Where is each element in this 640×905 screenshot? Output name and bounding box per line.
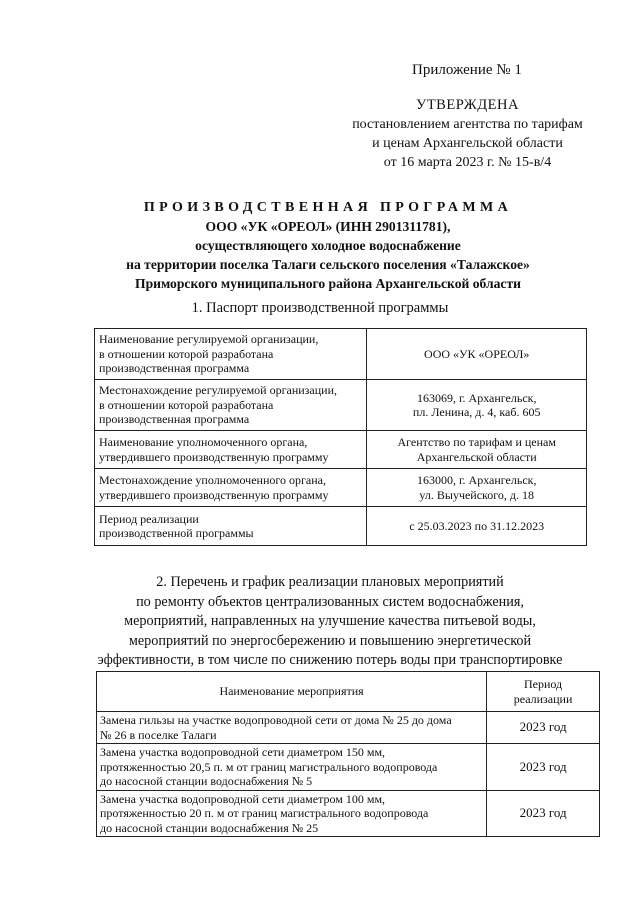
cell-line: ул. Выучейского, д. 18 [419, 487, 535, 502]
approval-line: от 16 марта 2023 г. № 15-в/4 [383, 155, 552, 170]
cell-line: Замена участка водопроводной сети диаметром 100 мм, [100, 791, 386, 806]
passport-label [95, 469, 367, 507]
measure-period: 2023 год [487, 712, 600, 744]
section2-title-line: мероприятий, направленных на улучшение качества питьевой воды, [124, 613, 536, 629]
passport-label [95, 380, 367, 431]
cell-line: пл. Ленина, д. 4, каб. 605 [412, 405, 541, 419]
cell-line: 163000, г. Архангельск, [416, 473, 537, 487]
measure-name [97, 790, 487, 837]
cell-line: Агентство по тарифам и ценам [397, 435, 556, 449]
table-row [97, 712, 600, 744]
title-line: осуществляющего холодное водоснабжение [195, 238, 461, 253]
measure-name [97, 744, 487, 791]
table-row [95, 469, 587, 507]
measure-name [97, 712, 487, 744]
passport-value [367, 469, 587, 507]
cell-line: Период [523, 677, 563, 691]
title-line: Приморского муниципального района Архангельской области [135, 276, 521, 291]
section2-title-line: по ремонту объектов централизованных систем водоснабжения, [136, 593, 524, 610]
cell-line: до насосной станции водоснабжения № 5 [100, 774, 313, 788]
cell-line: протяженностью 20,5 п. м от границ магистрального водопровода [100, 759, 438, 774]
passport-label [95, 507, 367, 546]
cell-line: утвердившего производственную программу [99, 449, 329, 464]
table-header-row [97, 672, 600, 712]
cell-line: Замена участка водопроводной сети диаметром 150 мм, [100, 745, 386, 759]
cell-line: в отношении которой разработана [99, 346, 274, 361]
title-line: ООО «УК «ОРЕОЛ» (ИНН 2901311781), [205, 219, 451, 234]
column-header-name: Наименование мероприятия [97, 672, 487, 712]
table-row [95, 431, 587, 469]
cell-line: производственная программа [99, 361, 250, 376]
passport-value [367, 507, 587, 546]
measure-period: 2023 год [487, 790, 600, 837]
measures-table [96, 671, 600, 837]
table-row [97, 744, 600, 791]
passport-label [95, 431, 367, 469]
table-row [95, 380, 587, 431]
cell-line: в отношении которой разработана [99, 397, 274, 412]
passport-value [367, 329, 587, 380]
cell-line: Период реализации [99, 511, 199, 526]
section1-title: 1. Паспорт производственной программы [191, 300, 449, 316]
cell-line: ООО «УК «ОРЕОЛ» [424, 346, 530, 361]
passport-label [95, 329, 367, 380]
measure-period: 2023 год [487, 744, 600, 791]
document-title [80, 198, 576, 293]
cell-line: реализации [513, 691, 573, 706]
cell-line: № 26 в поселке Талаги [100, 727, 217, 742]
cell-line: Замена гильзы на участке водопроводной сети от дома № 25 до дома [100, 713, 452, 727]
cell-line: Наименование регулируемой организации, [99, 332, 319, 347]
section2-title-line: эффективности, в том числе по снижению потерь воды при транспортировке [97, 652, 563, 668]
column-header-period [487, 672, 600, 712]
cell-line: с 25.03.2023 по 31.12.2023 [409, 518, 545, 533]
cell-line: утвердившего производственную программу [99, 487, 329, 502]
approval-block [340, 96, 595, 172]
cell-line: Местонахождение уполномоченного органа, [99, 473, 326, 487]
section2-title [80, 573, 580, 671]
table-row [95, 329, 587, 380]
section2-title-line: мероприятий по энергосбережению и повышению энергетической [128, 632, 532, 649]
approval-line: и ценам Архангельской области [372, 136, 563, 151]
cell-line: 163069, г. Архангельск, [416, 390, 537, 405]
title-line: на территории поселка Талаги сельского поселения «Талажское» [126, 257, 530, 272]
cell-line: Архангельской области [416, 449, 537, 464]
table-row [95, 507, 587, 546]
section2-title-line: 2. Перечень и график реализации плановых мероприятий [156, 574, 504, 590]
cell-line: Наименование уполномоченного органа, [99, 435, 308, 449]
passport-value [367, 431, 587, 469]
table-row [97, 790, 600, 837]
approval-line: постановлением агентства по тарифам [352, 117, 583, 132]
program-heading: ПРОИЗВОДСТВЕННАЯ ПРОГРАММА [143, 200, 513, 215]
cell-line: производственной программы [99, 526, 254, 540]
cell-line: протяженностью 20 п. м от границ магистрального водопровода [100, 806, 429, 820]
passport-table [94, 328, 587, 546]
cell-line: до насосной станции водоснабжения № 25 [100, 820, 319, 835]
cell-line: Местонахождение регулируемой организации, [99, 383, 338, 398]
cell-line: производственная программа [99, 412, 250, 427]
approval-heading: УТВЕРЖДЕНА [416, 97, 519, 113]
passport-value [367, 380, 587, 431]
annex-number: Приложение № 1 [412, 62, 522, 78]
